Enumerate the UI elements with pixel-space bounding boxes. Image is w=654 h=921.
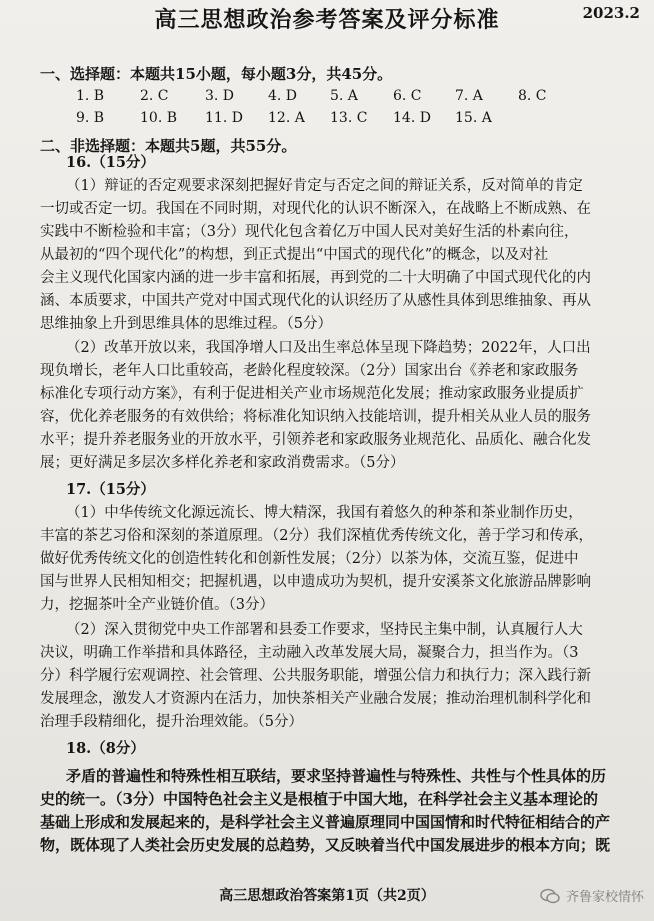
answer-line: 从最初的“四个现代化”的构想，到正式提出“中国式的现代化”的概念，以及对社	[40, 247, 549, 263]
answer-line: 涵、本质要求，中国共产党对中国式现代化的认识经历了从感性具体到思维抽象、再从	[40, 293, 591, 309]
answer-item: 9. B	[76, 110, 105, 126]
question-heading: 16.（15分）	[66, 154, 155, 171]
answer-line: 基础上形成和发展起来的，是科学社会主义普遍原理同中国国情和时代特征相结合的产	[40, 813, 611, 831]
wechat-icon	[540, 888, 560, 904]
answer-item: 11. D	[205, 110, 243, 126]
answer-line: （2）改革开放以来，我国净增人口及出生率总体呈现下降趋势；2022年，人口出	[66, 340, 591, 356]
answer-line: （1）辩证的否定观要求深刻把握好肯定与否定之间的辩证关系，反对简单的肯定	[66, 178, 583, 194]
answer-item: 13. C	[330, 110, 368, 126]
answer-item: 4. D	[268, 88, 298, 104]
answer-item: 14. D	[393, 110, 431, 126]
answer-line: 丰富的茶艺习俗和深刻的茶道原理。（2分）我们深植优秀传统文化，善于学习和传承，	[40, 528, 593, 544]
answer-line: 治理手段精细化，提升治理效能。（5分）	[40, 714, 303, 730]
answer-line: 决议，明确工作举措和具体路径，主动融入改革发展大局，凝聚合力，担当作为。（3	[40, 645, 579, 661]
answer-item: 1. B	[76, 88, 105, 104]
page-footer: 高三思想政治答案第1页（共2页）	[219, 888, 435, 904]
answer-line: （1）中华传统文化源远流长、博大精深，我国有着悠久的种茶和茶业制作历史，	[66, 505, 583, 521]
document-date: 2023.2	[582, 4, 640, 22]
answer-item: 5. A	[330, 88, 358, 104]
answer-line: 分）科学履行宏观调控、社会管理、公共服务职能，增强公信力和执行力；深入践行新	[40, 668, 591, 684]
answer-line: 实践中不断检验和丰富；（3分）现代化包含着亿万中国人民对美好生活的朴素向往，	[40, 224, 579, 240]
answer-line: 国与世界人民相知相交；把握机遇，以申遗成功为契机，提升安溪茶文化旅游品牌影响	[40, 574, 591, 590]
answer-line: （2）深入贯彻党中央工作部署和县委工作要求，坚持民主集中制，认真履行人大	[66, 622, 583, 638]
answer-line: 物，既体现了人类社会历史发展的总趋势，又反映着当代中国发展进步的根本方向；既	[40, 836, 611, 854]
answer-line: 展；更好满足多层次多样化养老和家政消费需求。（5分）	[40, 455, 405, 471]
answer-line: 标准化专项行动方案》，有利于促进相关产业市场规范化发展；推动家政服务业提质扩	[40, 386, 584, 402]
answer-item: 2. C	[140, 88, 169, 104]
answer-line: 水平；提升养老服务业的开放水平，引领养老和家政服务业规范化、品质化、融合化发	[40, 432, 591, 448]
page-title: 高三思想政治参考答案及评分标准	[154, 7, 500, 33]
watermark	[540, 886, 644, 905]
answer-line: 发展理念，激发人才资源内在活力，加快茶相关产业融合发展；推动治理机制科学化和	[40, 691, 591, 707]
answer-item: 12. A	[268, 110, 305, 126]
answer-item: 3. D	[205, 88, 235, 104]
answer-item: 8. C	[518, 88, 547, 104]
answer-item: 15. A	[455, 110, 492, 126]
answer-line: 矛盾的普遍性和特殊性相互联结，要求坚持普遍性与特殊性、共性与个性具体的历	[66, 767, 607, 785]
answer-line: 现负增长，老年人口比重较高，老龄化程度较深。（2分）国家出台《养老和家政服务	[40, 363, 579, 379]
answer-line: 一切或否定一切。我国在不同时期，对现代化的认识不断深入，在战略上不断成熟、在	[40, 201, 591, 217]
answer-line: 史的统一。（3分）中国特色社会主义是根植于中国大地，在科学社会主义基本理论的	[40, 790, 598, 808]
section2-heading: 二、非选择题：本题共5题，共55分。	[40, 137, 297, 155]
answer-line: 力，挖掘茶叶全产业链价值。（3分）	[40, 597, 274, 613]
answer-line: 会主义现代化国家内涵的进一步丰富和拓展，再到党的二十大明确了中国式现代化的内	[40, 270, 591, 286]
question-heading: 18.（8分）	[66, 740, 145, 757]
answer-line: 思维抽象上升到思维具体的思维过程。（5分）	[40, 316, 332, 332]
watermark-text: 齐鲁家校情怀	[565, 890, 644, 905]
answer-line: 做好优秀传统文化的创造性转化和创新性发展；（2分）以茶为体，交流互鉴，促进中	[40, 551, 579, 567]
answer-item: 7. A	[455, 88, 483, 104]
question-heading: 17.（15分）	[66, 481, 155, 498]
answer-item: 10. B	[140, 110, 178, 126]
section1-heading: 一、选择题：本题共15小题，每小题3分，共45分。	[40, 65, 393, 83]
answer-line: 容，优化养老服务的有效供给；将标准化知识纳入技能培训，提升相关从业人员的服务	[40, 409, 591, 425]
answer-item: 6. C	[393, 88, 422, 104]
